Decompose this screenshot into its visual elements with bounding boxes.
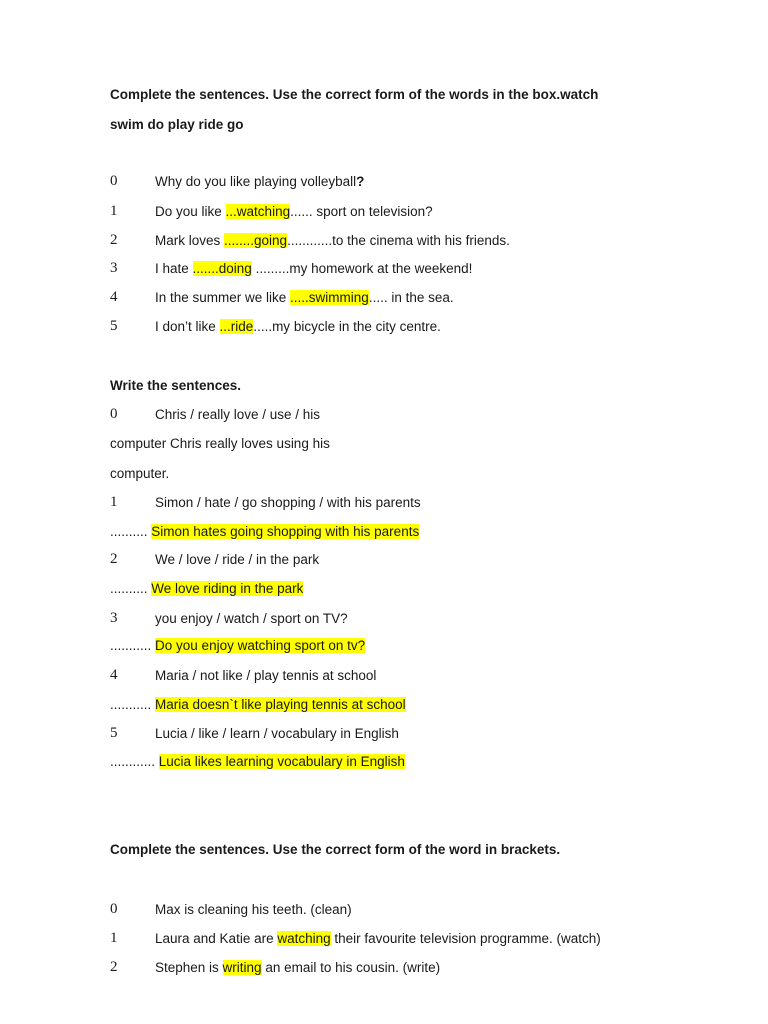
example-answer-line2: computer. xyxy=(110,466,170,481)
example-answer-line1: computer Chris really loves using his xyxy=(110,436,330,451)
answer-highlight: Simon hates going shopping with his parents xyxy=(151,524,420,539)
answer-highlight: Maria doesn`t like playing tennis at school xyxy=(155,697,406,712)
answer-highlight: ...watching xyxy=(225,204,291,219)
word-box: swim do play ride go xyxy=(110,117,244,132)
answer-highlight: watching xyxy=(277,931,331,946)
answer-highlight: Do you enjoy watching sport on tv? xyxy=(155,638,366,653)
section1-title: Complete the sentences. Use the correct form of the words in the box.watch xyxy=(110,87,599,102)
answer-highlight: writing xyxy=(222,960,262,975)
answer-line: ........... Maria doesn`t like playing tennis at school xyxy=(110,697,406,712)
answer-highlight: We love riding in the park xyxy=(151,581,304,596)
answer-highlight: .....swimming xyxy=(290,290,369,305)
answer-highlight: .......doing xyxy=(192,261,252,276)
answer-highlight: ........going xyxy=(224,233,288,248)
answer-line: .......... We love riding in the park xyxy=(110,581,304,596)
answer-line: ........... Do you enjoy watching sport on tv? xyxy=(110,638,366,653)
answer-highlight: ...ride xyxy=(219,319,254,334)
section3-title: Complete the sentences. Use the correct form of the word in brackets. xyxy=(110,842,561,857)
section2-title: Write the sentences. xyxy=(110,378,242,393)
answer-line: .......... Simon hates going shopping with his parents xyxy=(110,524,420,539)
answer-highlight: Lucia likes learning vocabulary in English xyxy=(158,754,405,769)
answer-line: ............ Lucia likes learning vocabulary in English xyxy=(110,754,405,769)
